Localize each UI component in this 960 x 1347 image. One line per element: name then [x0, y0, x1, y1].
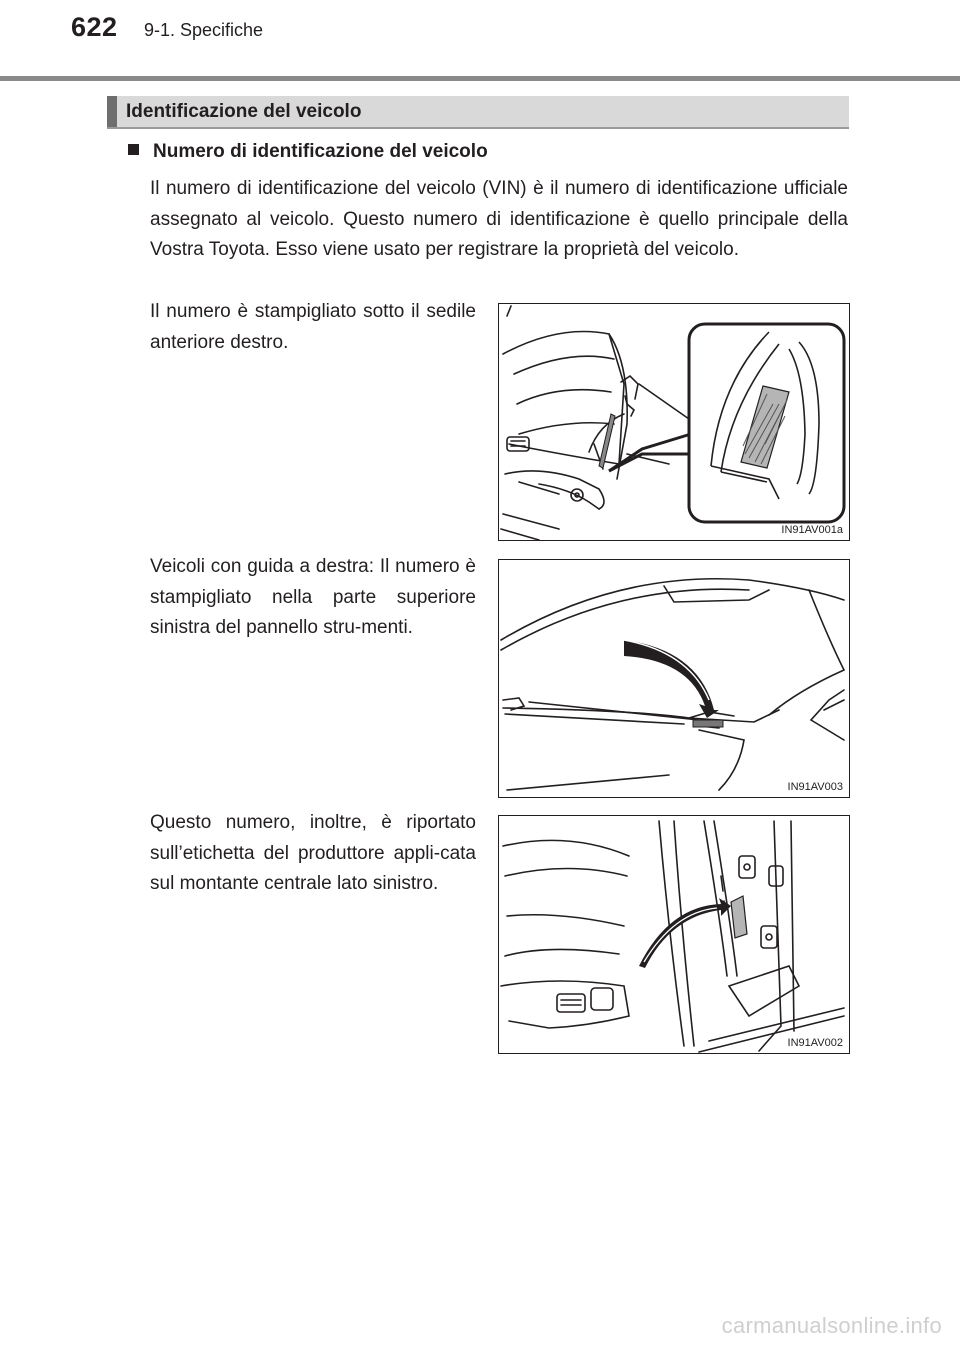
- pillar-illustration: [499, 816, 850, 1054]
- watermark: carmanualsonline.info: [721, 1313, 942, 1338]
- figure-pillar-label: [498, 815, 850, 1054]
- subsection-title: [128, 141, 488, 163]
- section-heading-text: Identificazione del veicolo: [126, 101, 362, 122]
- figure-code: IN91AV003: [787, 781, 843, 793]
- figure-seat-vin: [498, 303, 850, 541]
- subsection-title-text: Numero di identificazione del veicolo: [153, 141, 488, 162]
- chapter-title: 9-1. Specifiche: [144, 20, 264, 40]
- item-2-text: Veicoli con guida a destra: Il numero è stampigliato nella parte superiore sinistra del pannello stru-menti.: [150, 556, 476, 638]
- seat-illustration: [499, 304, 850, 541]
- page-number: 622: [71, 12, 118, 42]
- header-rule: [0, 76, 960, 81]
- section-heading: [107, 96, 849, 129]
- item-3-text: Questo numero, inoltre, è riportato sull’etichetta del produttore appli-cata sul montante centrale lato sinistro.: [150, 812, 476, 894]
- figure-code: IN91AV002: [787, 1037, 843, 1049]
- item-1-text: Il numero è stampigliato sotto il sedile anteriore destro.: [150, 301, 476, 353]
- figure-dashboard-vin: [498, 559, 850, 798]
- intro-paragraph: Il numero di identificazione del veicolo (VIN) è il numero di identificazione ufficiale assegnato al veicolo. Questo numero di identificazione è quello principale della Vostra Toyota. Esso viene usato per registrare la proprietà del veicolo.: [150, 178, 848, 260]
- windshield-illustration: [499, 560, 850, 798]
- section-heading-bar: [107, 96, 117, 127]
- figure-code: IN91AV001a: [781, 524, 843, 536]
- square-bullet-icon: [128, 144, 139, 155]
